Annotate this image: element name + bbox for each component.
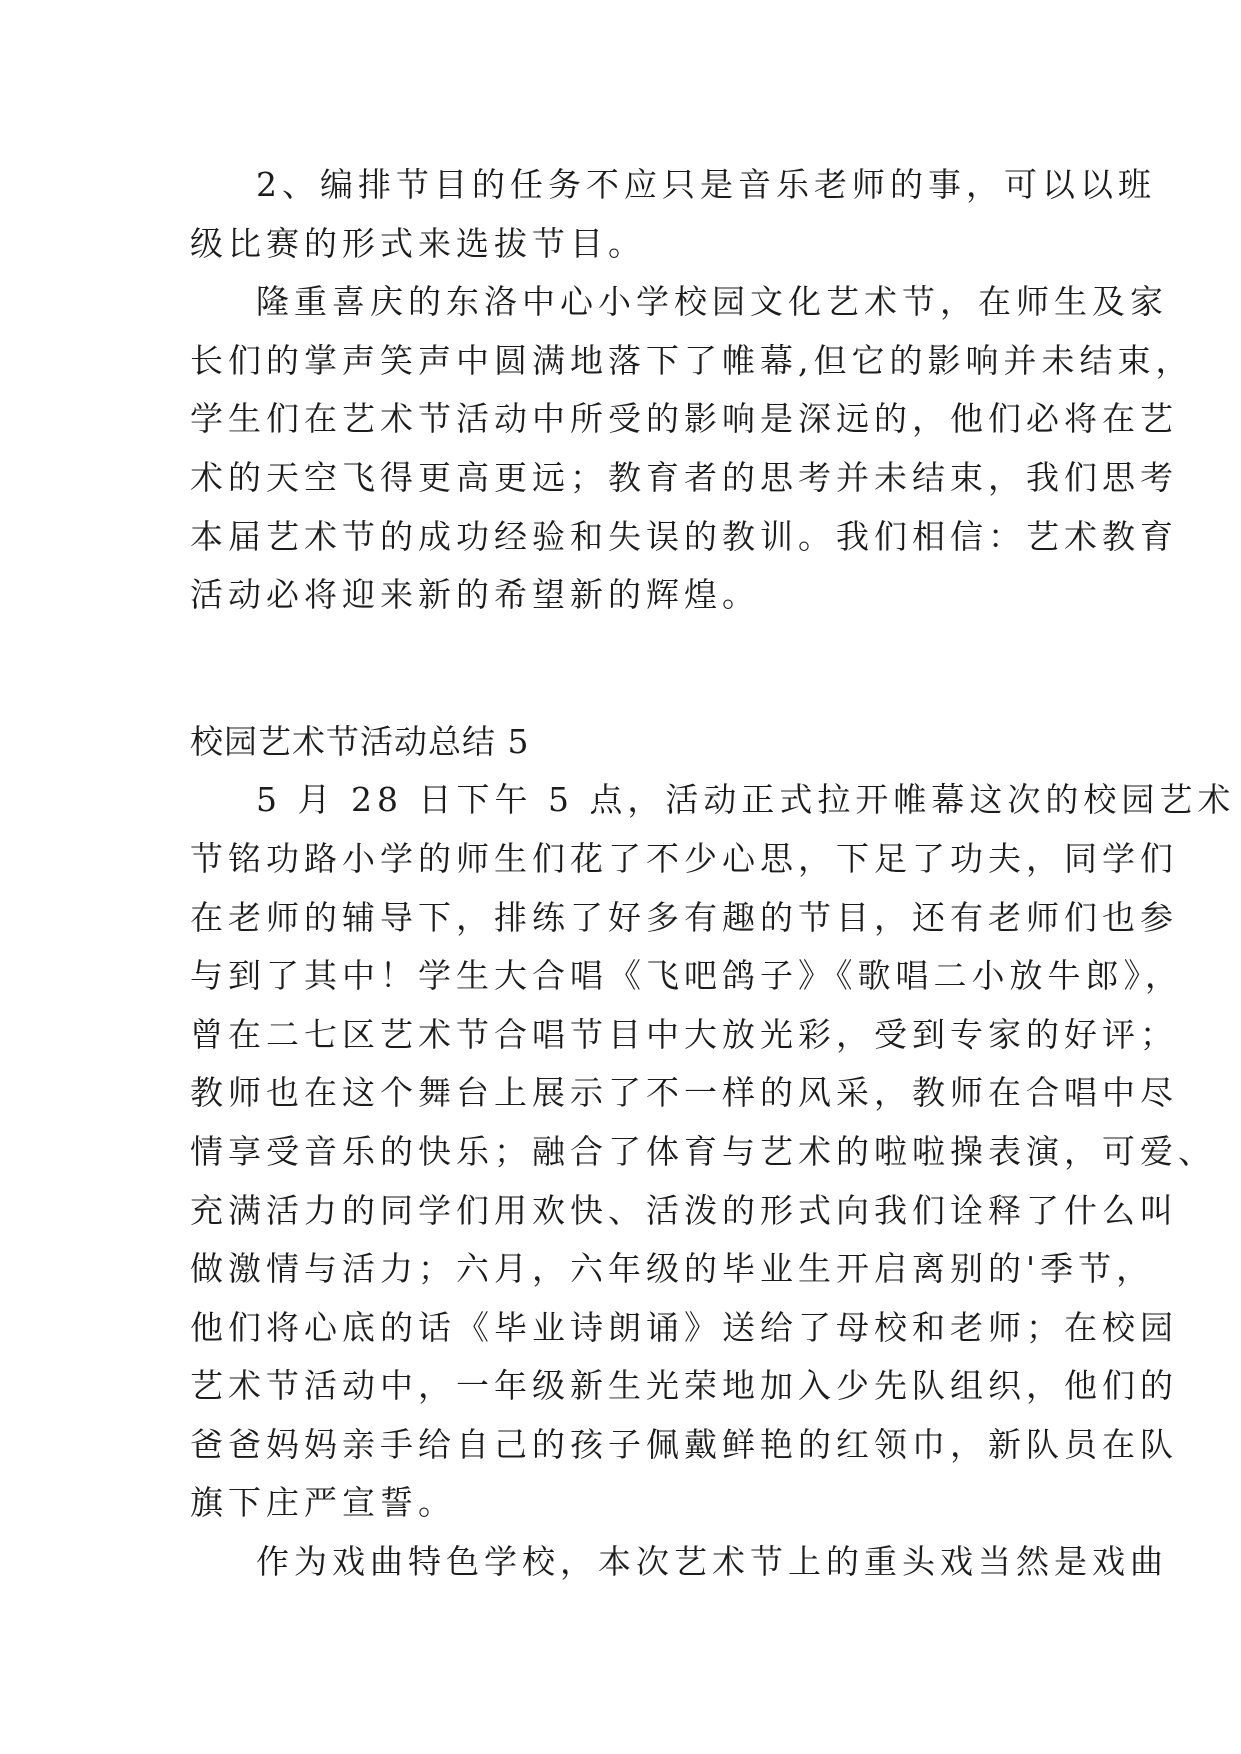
text-line: 长们的掌声笑声中圆满地落下了帷幕,但它的影响并未结束， (190, 340, 1194, 380)
text-line: 级比赛的形式来选拔节目。 (190, 223, 646, 263)
text-line: 充满活力的同学们用欢快、活泼的形式向我们诠释了什么叫 (190, 1190, 1178, 1230)
text-line: 曾在二七区艺术节合唱节目中大放光彩，受到专家的好评； (190, 1014, 1178, 1054)
text-line: 爸爸妈妈亲手给自己的孩子佩戴鲜艳的红领巾，新队员在队 (190, 1424, 1178, 1464)
paragraph-2 (190, 273, 1194, 625)
paragraph-1 (190, 156, 1156, 273)
text-line: 学生们在艺术节活动中所受的影响是深远的，他们必将在艺 (190, 399, 1178, 439)
section-title: 校园艺术节活动总结 5 (190, 721, 530, 761)
text-line: 他们将心底的话《毕业诗朗诵》送给了母校和老师；在校园 (190, 1307, 1178, 1347)
document-body (190, 156, 1236, 1592)
text-line: 在老师的辅导下，排练了好多有趣的节目，还有老师们也参 (190, 897, 1178, 937)
text-line: 艺术节活动中，一年级新生光荣地加入少先队组织，他们的 (190, 1366, 1178, 1406)
text-line: 与到了其中！学生大合唱《飞吧鸽子》《歌唱二小放牛郎》， (190, 956, 1183, 996)
section-spacer (190, 625, 1052, 713)
text-line: 教师也在这个舞台上展示了不一样的风采，教师在合唱中尽 (190, 1073, 1178, 1113)
text-line: 节铭功路小学的师生们花了不少心思，下足了功夫，同学们 (190, 838, 1178, 878)
text-line: 术的天空飞得更高更远；教育者的思考并未结束，我们思考 (190, 457, 1178, 497)
text-line: 情享受音乐的快乐；融合了体育与艺术的啦啦操表演，可爱、 (190, 1131, 1216, 1171)
paragraph-3 (190, 771, 1236, 1533)
text-line: 5 月 28 日下午 5 点，活动正式拉开帷幕这次的校园艺术 (256, 780, 1236, 820)
paragraph-4 (190, 1533, 1168, 1592)
text-line: 作为戏曲特色学校，本次艺术节上的重头戏当然是戏曲 (256, 1542, 1168, 1582)
text-line: 做激情与活力；六月，六年级的毕业生开启离别的'季节， (190, 1249, 1155, 1289)
text-line: 2、编排节目的任务不应只是音乐老师的事，可以以班 (256, 165, 1156, 204)
text-line: 本届艺术节的成功经验和失误的教训。我们相信：艺术教育 (190, 516, 1178, 556)
text-line: 活动必将迎来新的希望新的辉煌。 (190, 575, 760, 615)
text-line: 旗下庄严宣誓。 (190, 1483, 456, 1523)
text-line: 隆重喜庆的东洛中心小学校园文化艺术节，在师生及家 (256, 282, 1168, 322)
